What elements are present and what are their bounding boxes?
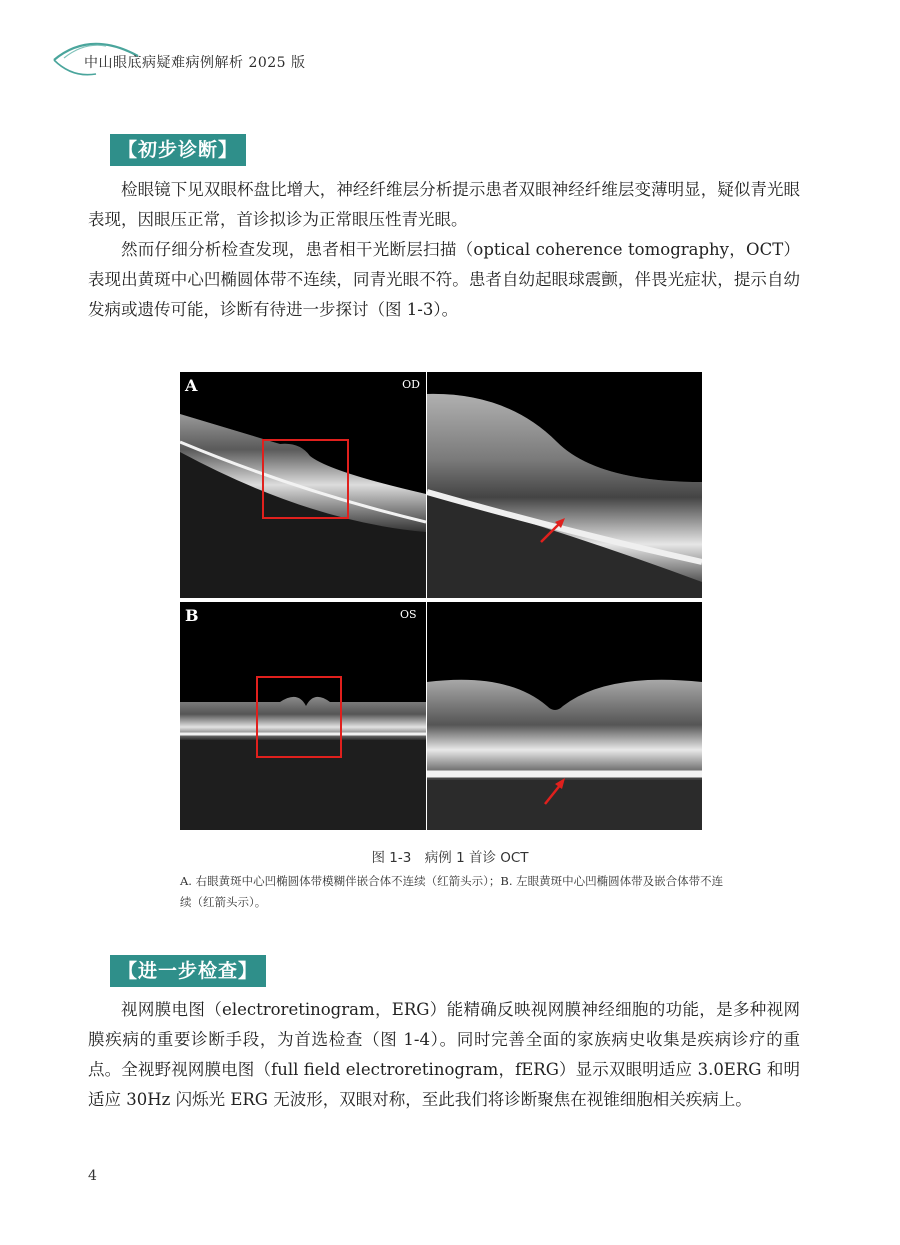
book-title: 中山眼底病疑难病例解析 2025 版 [84,55,306,71]
eye-label: OD [402,378,420,391]
panel-b-overview [180,602,426,830]
panel-letter: A [185,376,198,395]
paragraph: 然而仔细分析检查发现，患者相干光断层扫描（optical coherence tomography，OCT）表现出黄斑中心凹椭圆体带不连续，同青光眼不符。患者自幼起眼球震颤，伴畏光症状，提示自幼发病或遗传可能，诊断有待进一步探讨（图 1-3）。 [88,240,800,319]
panel-a-overview [180,372,426,598]
page-header [0,0,900,100]
paragraph: 检眼镜下见双眼杯盘比增大，神经纤维层分析提示患者双眼神经纤维层变薄明显，疑似青光眼表现，因眼压正常，首诊拟诊为正常眼压性青光眼。 [88,180,800,229]
panel-letter: B [185,606,199,625]
oct-figure [180,372,702,830]
paragraph: 视网膜电图（electroretinogram，ERG）能精确反映视网膜神经细胞的功能，是多种视网膜疾病的重要诊断手段，为首选检查（图 1-4）。同时完善全面的家族病史收集是疾病诊疗的重点。全视野视网膜电图（full field electroretinogram，fERG）显示双眼明适应 3.0ERG 和明适应 30Hz 闪烁光 ERG 无波形，双眼对称，至此我们将诊断聚焦在视锥细胞相关疾病上。 [88,1000,800,1109]
page-number: 4 [88,1168,97,1184]
panel-a-zoom [427,372,702,598]
section-heading-preliminary-diagnosis: 【初步诊断】 [110,134,246,166]
figure-caption-title: 图 1-3 病例 1 首诊 OCT [371,850,529,866]
figure-caption-note: A. 右眼黄斑中心凹椭圆体带模糊伴嵌合体不连续（红箭头示）；B. 左眼黄斑中心凹椭圆体带及嵌合体带不连续（红箭头示）。 [180,874,724,909]
section-heading-further-examination: 【进一步检查】 [110,955,266,987]
panel-b-zoom [427,602,702,830]
eye-label: OS [400,608,417,621]
